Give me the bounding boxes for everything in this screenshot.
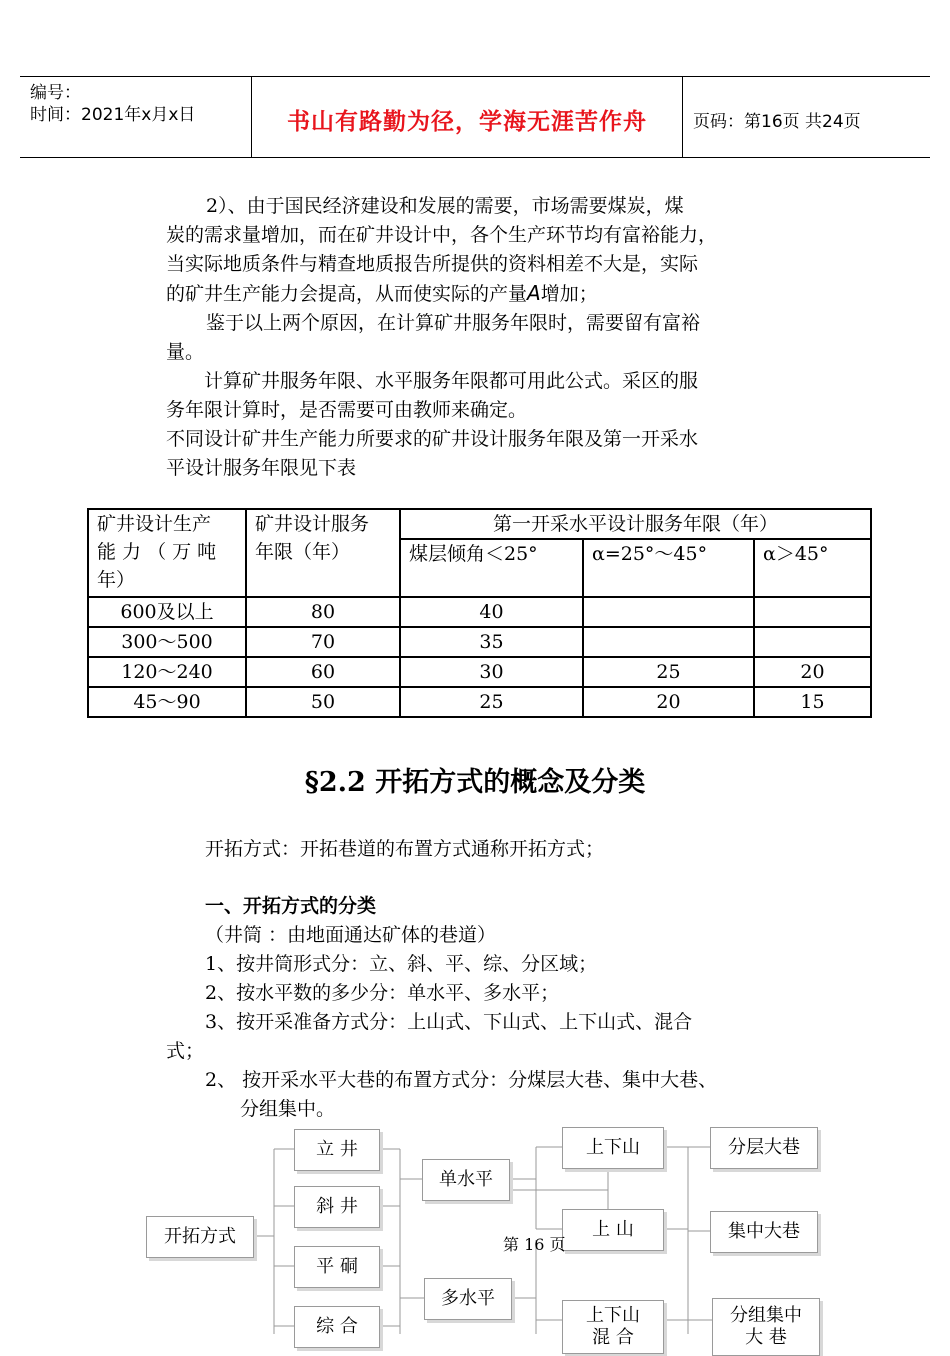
cell-capacity: 120～240	[88, 657, 246, 687]
cell-service: 80	[246, 597, 400, 627]
cell-angle-1: 25	[400, 687, 583, 717]
para1-line: 的矿井生产能力会提高，从而使实际的产量	[166, 283, 528, 305]
shaft-inclined: 斜 井	[294, 1186, 380, 1228]
box-label: 上下山	[586, 1305, 640, 1326]
cell-capacity: 600及以上	[88, 597, 246, 627]
list-item: 1、按井筒形式分：立、斜、平、综、分区域；	[205, 953, 598, 975]
cell-angle-1: 30	[400, 657, 583, 687]
symbol-a: A	[527, 281, 541, 305]
para1-line: 当实际地质条件与精查地质报告所提供的资料相差不大是，实际	[166, 253, 699, 275]
header-text: 矿井设计生产	[97, 513, 212, 535]
para2-line: 鉴于以上两个原因，在计算矿井服务年限时，需要留有富裕	[206, 312, 701, 334]
cell-angle-1: 40	[400, 597, 583, 627]
sub-heading: 一、开拓方式的分类	[205, 895, 377, 917]
para3-line: 计算矿井服务年限、水平服务年限都可用此公式。采区的服	[204, 370, 699, 392]
cell-service: 70	[246, 627, 400, 657]
definition-text: 开拓方式：开拓巷道的布置方式通称开拓方式；	[205, 838, 605, 860]
doc-number: 编号：	[30, 83, 81, 103]
list-item: 3、按开采准备方式分：上山式、下山式、上下山式、混合	[205, 1011, 693, 1033]
diagram-root: 开拓方式	[146, 1216, 254, 1258]
list-item: 2、 按开采水平大巷的布置方式分：分煤层大巷、集中大巷、	[205, 1069, 718, 1091]
para2-line: 量。	[166, 341, 205, 363]
roadway-grouped	[712, 1298, 820, 1356]
para4-line: 平设计服务年限见下表	[166, 457, 357, 479]
cell-capacity: 300～500	[88, 627, 246, 657]
shaft-combined: 综 合	[294, 1306, 380, 1348]
header-text: 能 力 （ 万 吨	[97, 541, 217, 563]
header-motto: 书山有路勤为径，学海无涯苦作舟	[287, 109, 647, 135]
para3-line: 务年限计算时，是否需要可由教师来确定。	[166, 399, 528, 421]
list-item: 分组集中。	[240, 1098, 336, 1120]
prep-mixed	[562, 1300, 664, 1354]
list-item: 2、按水平数的多少分：单水平、多水平；	[205, 982, 560, 1004]
page-info: 页码：第16页 共24页	[693, 112, 861, 132]
para1-line: 炭的需求量增加，而在矿井设计中，各个生产环节均有富裕能力，	[166, 224, 718, 246]
header-text: 年）	[97, 569, 136, 591]
shaft-vertical: 立 井	[294, 1129, 380, 1171]
header-angle-3: α＞45°	[754, 539, 871, 597]
cell-angle-3: 20	[754, 657, 871, 687]
page-footer: 第 16 页	[503, 1235, 566, 1254]
level-multiple: 多水平	[424, 1278, 512, 1320]
cell-angle-3: 15	[754, 687, 871, 717]
shaft-adit: 平 硐	[294, 1246, 380, 1288]
header-angle-2: α=25°～45°	[583, 539, 754, 597]
box-label: 分组集中	[730, 1305, 802, 1326]
para1-line: 增加；	[540, 283, 598, 305]
header-first-level: 第一开采水平设计服务年限（年）	[400, 509, 871, 539]
header-text: 年限（年）	[255, 541, 351, 563]
roadway-concentrated: 集中大巷	[710, 1211, 818, 1253]
header-text: 矿井设计服务	[255, 513, 370, 535]
roadway-layered: 分层大巷	[710, 1127, 818, 1169]
shaft-note: （井筒 ：由地面通达矿体的巷道）	[205, 924, 497, 946]
cell-service: 50	[246, 687, 400, 717]
list-item: 式；	[166, 1040, 205, 1062]
prep-up: 上 山	[562, 1209, 664, 1251]
para1-line: 2）、由于国民经济建设和发展的需要，市场需要煤炭，煤	[206, 195, 684, 217]
doc-time: 时间：2021年x月x日	[30, 105, 196, 125]
level-single: 单水平	[422, 1159, 510, 1201]
box-label: 大 巷	[745, 1327, 787, 1348]
header-angle-1: 煤层倾角＜25°	[400, 539, 583, 597]
box-label: 混 合	[592, 1327, 634, 1348]
cell-service: 60	[246, 657, 400, 687]
cell-angle-2: 20	[583, 687, 754, 717]
para4-line: 不同设计矿井生产能力所要求的矿井设计服务年限及第一开采水	[166, 428, 699, 450]
cell-angle-2: 25	[583, 657, 754, 687]
cell-angle-1: 35	[400, 627, 583, 657]
prep-up-down: 上下山	[562, 1127, 664, 1169]
cell-capacity: 45～90	[88, 687, 246, 717]
section-title: §2.2 开拓方式的概念及分类	[304, 767, 646, 798]
